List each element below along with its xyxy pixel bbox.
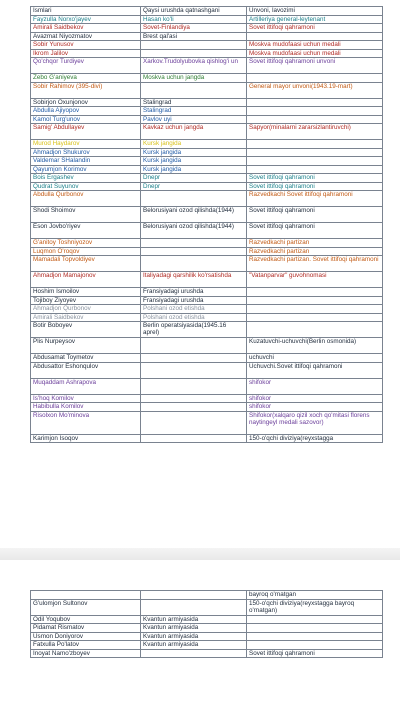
cell-rank [247, 641, 383, 650]
table-row [31, 624, 383, 633]
cell-rank [247, 74, 383, 83]
cell-war [141, 82, 247, 98]
cell-name: Sobir Yunusov [31, 41, 141, 50]
table-row [31, 641, 383, 650]
cell-rank: uchuvchi [247, 354, 383, 363]
table-row [31, 305, 383, 314]
cell-war: Belorusiyani ozod qilishda(1944) [141, 223, 247, 239]
table-row [31, 115, 383, 124]
table-row [31, 140, 383, 149]
cell-name: Habibulla Komilov [31, 403, 141, 412]
cell-rank: "Vatanparvar" guvohnomasi [247, 272, 383, 288]
cell-war: Kursk jangida [141, 157, 247, 166]
cell-name: Amirali Saidbekov [31, 24, 141, 33]
cell-name: Karimjon Isoqov [31, 434, 141, 443]
table-row [31, 148, 383, 157]
cell-war [141, 378, 247, 394]
table-row [31, 157, 383, 166]
cell-rank: Sovet ittifoqi qahramoni [247, 207, 383, 223]
cell-name: Amirali Saidbekov [31, 313, 141, 322]
cell-name: Muqaddam Ashrapova [31, 378, 141, 394]
table-row [31, 599, 383, 615]
table-row [31, 362, 383, 378]
table-row [31, 15, 383, 24]
cell-rank: Razvedkachi Sovet ittifoqi qahramoni [247, 191, 383, 207]
cell-rank [247, 115, 383, 124]
cell-war: Moskva uchun jangda [141, 74, 247, 83]
cell-name [31, 591, 141, 600]
table-row [31, 174, 383, 183]
cell-rank: Sapyor(minalarni zararsizlantiruvchi) [247, 124, 383, 140]
cell-rank: bayroq o'rnatgan [247, 591, 383, 600]
cell-rank: 150-o'qchi diviziya(reyxstagga [247, 434, 383, 443]
table-row [31, 165, 383, 174]
table-row [31, 322, 383, 338]
cell-war: Dnepr [141, 182, 247, 191]
table-row [31, 256, 383, 272]
cell-war: Polshani ozod etishda [141, 305, 247, 314]
cell-war [141, 49, 247, 58]
table-row [31, 615, 383, 624]
table-row [31, 74, 383, 83]
cell-name: Qudrat Suyunov [31, 182, 141, 191]
table-row [31, 98, 383, 107]
cell-name: Zebo G'aniyeva [31, 74, 141, 83]
heroes-table [30, 6, 383, 443]
cell-war: Sovet-Finlandiya [141, 24, 247, 33]
table-row [31, 288, 383, 297]
table-row [31, 207, 383, 223]
cell-war: Dnepr [141, 174, 247, 183]
cell-war: Stalingrad [141, 107, 247, 116]
cell-war: Fransiyadagi urushda [141, 288, 247, 297]
cell-war [141, 434, 247, 443]
cell-rank: Razvedkachi partizan. Sovet ittifoqi qahramoni [247, 256, 383, 272]
cell-name: Ahmadjon Qurbonov [31, 305, 141, 314]
cell-name: Abdusamat Toymetov [31, 354, 141, 363]
cell-name: Kamol Turg'unov [31, 115, 141, 124]
cell-war: Kavkaz uchun jangda [141, 124, 247, 140]
cell-name: G'anitoy Toshniyozov [31, 239, 141, 248]
table-row [31, 272, 383, 288]
cell-rank: Sovet ittifoqi qahramoni [247, 24, 383, 33]
table-row [31, 223, 383, 239]
document-page-2 [0, 560, 400, 713]
cell-rank [247, 165, 383, 174]
cell-rank: shifokor [247, 403, 383, 412]
cell-name: Botir Boboyev [31, 322, 141, 338]
table-row [31, 124, 383, 140]
cell-war [141, 256, 247, 272]
cell-name: Fatxulla Po'latov [31, 641, 141, 650]
cell-name: Samig' Abdullayev [31, 124, 141, 140]
cell-war: Kvantun armiyasida [141, 632, 247, 641]
heroes-table-continued [30, 590, 383, 658]
cell-rank: General mayor unvoni(1943.19-mart) [247, 82, 383, 98]
cell-name: G'ulomjon Sultonov [31, 599, 141, 615]
table-row [31, 591, 383, 600]
cell-rank [247, 322, 383, 338]
cell-rank [247, 296, 383, 305]
table-row [31, 394, 383, 403]
cell-rank: Sovet ittifoqi qahramoni [247, 174, 383, 183]
cell-war [141, 247, 247, 256]
cell-rank: Artilleriya general-leytenant [247, 15, 383, 24]
cell-name: Avazmat Niyozmatov [31, 32, 141, 41]
table-row [31, 58, 383, 74]
cell-war [141, 411, 247, 434]
page-break [0, 548, 400, 560]
cell-rank [247, 632, 383, 641]
cell-name: Mamadali Topvoldiyev [31, 256, 141, 272]
table-row [31, 182, 383, 191]
header-names: Ismlari [31, 7, 141, 16]
table-row [31, 107, 383, 116]
cell-rank [247, 98, 383, 107]
cell-war: Kursk jangida [141, 140, 247, 149]
cell-rank [247, 288, 383, 297]
cell-rank [247, 313, 383, 322]
cell-war [141, 403, 247, 412]
table-row [31, 313, 383, 322]
table-row [31, 239, 383, 248]
cell-name: Plis Nurpeysov [31, 338, 141, 354]
cell-rank [247, 148, 383, 157]
cell-name: Fayzulla Norxo'jayev [31, 15, 141, 24]
cell-rank: Sovet ittifoqi qahramoni [247, 182, 383, 191]
cell-name: Ahmadjon Mamajonov [31, 272, 141, 288]
cell-name: Ikrom Jalilov [31, 49, 141, 58]
cell-rank: 150-o'qchi diviziya(reyxstagga bayroq o'rnatgan) [247, 599, 383, 615]
table-row [31, 434, 383, 443]
cell-war [141, 354, 247, 363]
cell-rank: Sovet ittifoqi qahramoni [247, 649, 383, 658]
cell-war: Fransiyadagi urushda [141, 296, 247, 305]
cell-name: Tojiboy Ziyoyev [31, 296, 141, 305]
cell-rank [247, 107, 383, 116]
table-row [31, 32, 383, 41]
table-row [31, 191, 383, 207]
cell-rank: Shifokor(xalqaro qizil xoch qo'mitasi florens naytingeyl medali sazovor) [247, 411, 383, 434]
cell-war: Italiyadagi qarshilik ko'rsatishda [141, 272, 247, 288]
cell-rank [247, 615, 383, 624]
cell-rank: Moskva mudofaasi uchun medali [247, 49, 383, 58]
cell-war: Pavlov uyi [141, 115, 247, 124]
cell-war: Kursk jangida [141, 148, 247, 157]
header-war: Qaysi urushda qatnashgani [141, 7, 247, 16]
cell-rank [247, 305, 383, 314]
cell-rank: Sovet ittifoqi qahramoni unvoni [247, 58, 383, 74]
cell-name: Pidamat Rismatov [31, 624, 141, 633]
cell-name: Ahmadjon Shukurov [31, 148, 141, 157]
cell-war: Berlin operatsiyasida(1945.16 aprel) [141, 322, 247, 338]
table-header-row [31, 7, 383, 16]
cell-name: Is'hoq Komilov [31, 394, 141, 403]
cell-war: Kvantun armiyasida [141, 615, 247, 624]
cell-name: Abdusattor Eshonqulov [31, 362, 141, 378]
cell-war [141, 362, 247, 378]
table-row [31, 354, 383, 363]
cell-war: Polshani ozod etishda [141, 313, 247, 322]
cell-name: Luqmon O'roqov [31, 247, 141, 256]
cell-rank: Razvedkachi partizan [247, 247, 383, 256]
cell-name: Abdulla Ajiyopov [31, 107, 141, 116]
cell-rank: Uchuvchi.Sovet ittifoqi qahramoni [247, 362, 383, 378]
cell-name: Odil Yoqubov [31, 615, 141, 624]
cell-name: Hoshim Ismoilov [31, 288, 141, 297]
cell-name: Valdemar SHalandin [31, 157, 141, 166]
cell-rank: shifokor [247, 394, 383, 403]
cell-war: Stalingrad [141, 98, 247, 107]
table-row [31, 403, 383, 412]
cell-name: Sobirjon Oxunjonov [31, 98, 141, 107]
table-row [31, 649, 383, 658]
cell-name: Usmon Doniyorov [31, 632, 141, 641]
cell-war [141, 591, 247, 600]
table-row [31, 41, 383, 50]
cell-war [141, 191, 247, 207]
cell-name: Eson Jovbo'riyev [31, 223, 141, 239]
header-rank: Unvoni, lavozimi [247, 7, 383, 16]
cell-rank [247, 32, 383, 41]
cell-rank [247, 624, 383, 633]
cell-name: Abdulla Qurbonov [31, 191, 141, 207]
cell-name: Risolxon Mo'minova [31, 411, 141, 434]
cell-war [141, 338, 247, 354]
cell-rank: Razvedkachi partizan [247, 239, 383, 248]
table-row [31, 411, 383, 434]
cell-name: Qo'chqor Turdiyev [31, 58, 141, 74]
table-row [31, 378, 383, 394]
cell-rank: Kuzatuvchi-uchuvchi(Berlin osmonida) [247, 338, 383, 354]
cell-war: Kvantun armiyasida [141, 624, 247, 633]
cell-rank [247, 157, 383, 166]
cell-war: Kursk jangida [141, 165, 247, 174]
cell-rank: Moskva mudofaasi uchun medali [247, 41, 383, 50]
table-row [31, 49, 383, 58]
cell-rank [247, 140, 383, 149]
table-row [31, 82, 383, 98]
cell-name: Qayumjon Korimov [31, 165, 141, 174]
cell-war: Xarkov.Trudolyubovka qishlog'i un [141, 58, 247, 74]
cell-war [141, 239, 247, 248]
table-row [31, 24, 383, 33]
table-row [31, 338, 383, 354]
table-row [31, 247, 383, 256]
cell-war: Brest qal'asi [141, 32, 247, 41]
cell-war [141, 41, 247, 50]
cell-rank: shifokor [247, 378, 383, 394]
cell-name: Sobir Rahimov (395-divi) [31, 82, 141, 98]
cell-war: Belorusiyani ozod qilishda(1944) [141, 207, 247, 223]
cell-war: Hasan ko'li [141, 15, 247, 24]
cell-war [141, 394, 247, 403]
table-row [31, 296, 383, 305]
cell-rank: Sovet ittifoqi qahramoni [247, 223, 383, 239]
cell-name: Murod Haydarov [31, 140, 141, 149]
cell-war: Kvantun armiyasida [141, 641, 247, 650]
cell-war [141, 599, 247, 615]
cell-war [141, 649, 247, 658]
cell-name: Shodi Shoimov [31, 207, 141, 223]
cell-name: Bois Ergashev [31, 174, 141, 183]
table-row [31, 632, 383, 641]
cell-name: Inoyat Namo'zboyev [31, 649, 141, 658]
